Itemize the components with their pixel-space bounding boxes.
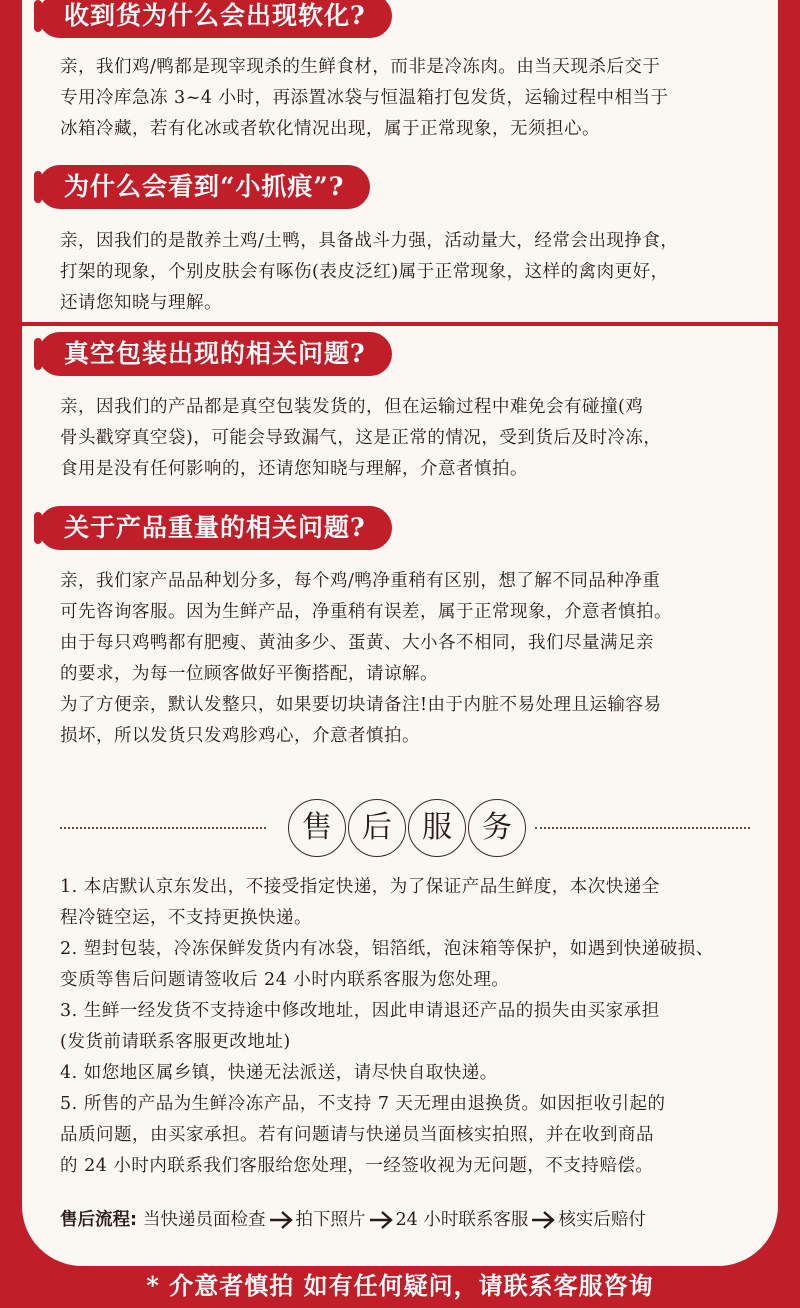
list-item: 5. 所售的产品为生鲜冷冻产品，不支持 7 天无理由退换货。如因拒收引起的 [60, 1094, 666, 1114]
flow-step: 当快递员面检查 [143, 1210, 266, 1230]
heading-char: 售 [288, 799, 346, 857]
list-item: (发货前请联系客服更改地址) [60, 1032, 291, 1052]
list-item: 程冷链空运，不支持更换快递。 [60, 908, 312, 928]
footer-notice: * 介意者慎拍 如有任何疑问，请联系客服咨询 [146, 1271, 654, 1300]
dotted-divider-right [535, 827, 750, 829]
heading-char: 服 [408, 799, 466, 857]
flow-step: 拍下照片 [295, 1210, 366, 1230]
text-line: 损坏，所以发货只发鸡胗鸡心，介意者慎拍。 [60, 726, 420, 746]
text-line: 亲，我们家产品品种划分多，每个鸡/鸭净重稍有区别，想了解不同品种净重 [60, 571, 661, 591]
text-line: 冰箱冷藏，若有化冰或者软化情况出现，属于正常现象，无须担心。 [60, 119, 600, 139]
text-line: 的要求，为每一位顾客做好平衡搭配，请谅解。 [60, 664, 438, 684]
text-line: 骨头戳穿真空袋)，可能会导致漏气，这是正常的情况，受到货后及时冷冻， [60, 428, 662, 448]
section-title-scratches: 为什么会看到“小抓痕”? [38, 165, 370, 209]
section-text-vacuum [60, 392, 750, 485]
list-item: 3. 生鲜一经发货不支持途中修改地址，因此申请退还产品的损失由买家承担 [60, 1001, 660, 1021]
heading-char: 务 [468, 799, 526, 857]
text-line: 由于每只鸡鸭都有肥瘦、黄油多少、蛋黄、大小各不相同，我们尽量满足亲 [60, 633, 654, 653]
after-sales-flow [60, 1204, 760, 1236]
section-text-scratches [60, 226, 750, 319]
heading-char: 后 [348, 799, 406, 857]
section-title-weight: 关于产品重量的相关问题? [38, 506, 392, 550]
text-line: 亲，因我们的产品都是真空包装发货的，但在运输过程中难免会有碰撞(鸡 [60, 397, 644, 417]
section-text-weight [60, 566, 750, 752]
flow-step: 核实后赔付 [558, 1210, 646, 1230]
text-line: 为了方便亲，默认发整只，如果要切块请备注!由于内脏不易处理且运输容易 [60, 695, 662, 715]
flow-label: 售后流程: [60, 1210, 137, 1230]
section-title-vacuum: 真空包装出现的相关问题? [38, 332, 392, 376]
list-item: 的 24 小时内联系我们客服给您处理，一经签收视为无问题，不支持赔偿。 [60, 1156, 654, 1176]
list-item: 品质问题，由买家承担。若有问题请与快递员当面核实拍照，并在收到商品 [60, 1125, 654, 1145]
text-line: 打架的现象，个别皮肤会有啄伤(表皮泛红)属于正常现象，这样的禽肉更好， [60, 262, 669, 282]
arrow-right-icon [368, 1209, 394, 1231]
dotted-divider-left [60, 827, 266, 829]
flow-step: 24 小时联系客服 [395, 1210, 529, 1230]
text-line: 食用是没有任何影响的，还请您知晓与理解，介意者慎拍。 [60, 459, 528, 479]
text-line: 亲，因我们的是散养土鸡/土鸭，具备战斗力强，活动量大，经常会出现挣食， [60, 231, 679, 251]
text-line: 还请您知晓与理解。 [60, 293, 222, 313]
text-line: 可先咨询客服。因为生鲜产品，净重稍有误差，属于正常现象，介意者慎拍。 [60, 602, 672, 622]
arrow-right-icon [530, 1209, 556, 1231]
arrow-right-icon [268, 1209, 294, 1231]
section-text-softening [60, 52, 750, 145]
list-item: 变质等售后问题请签收后 24 小时内联系客服为您处理。 [60, 970, 510, 990]
after-sales-heading [60, 795, 750, 865]
text-line: 亲，我们鸡/鸭都是现宰现杀的生鲜食材，而非是冷冻肉。由当天现杀后交于 [60, 57, 661, 77]
list-item: 4. 如您地区属乡镇，快递无法派送，请尽快自取快递。 [60, 1063, 498, 1083]
after-sales-list [60, 872, 750, 1182]
section-title-softening: 收到货为什么会出现软化? [38, 0, 392, 38]
text-line: 专用冷库急冻 3~4 小时，再添置冰袋与恒温箱打包发货，运输过程中相当于 [60, 88, 669, 108]
list-item: 1. 本店默认京东发出，不接受指定快递，为了保证产品生鲜度，本次快递全 [60, 877, 660, 897]
list-item: 2. 塑封包装，冷冻保鲜发货内有冰袋，铝箔纸，泡沫箱等保护，如遇到快递破损、 [60, 939, 714, 959]
